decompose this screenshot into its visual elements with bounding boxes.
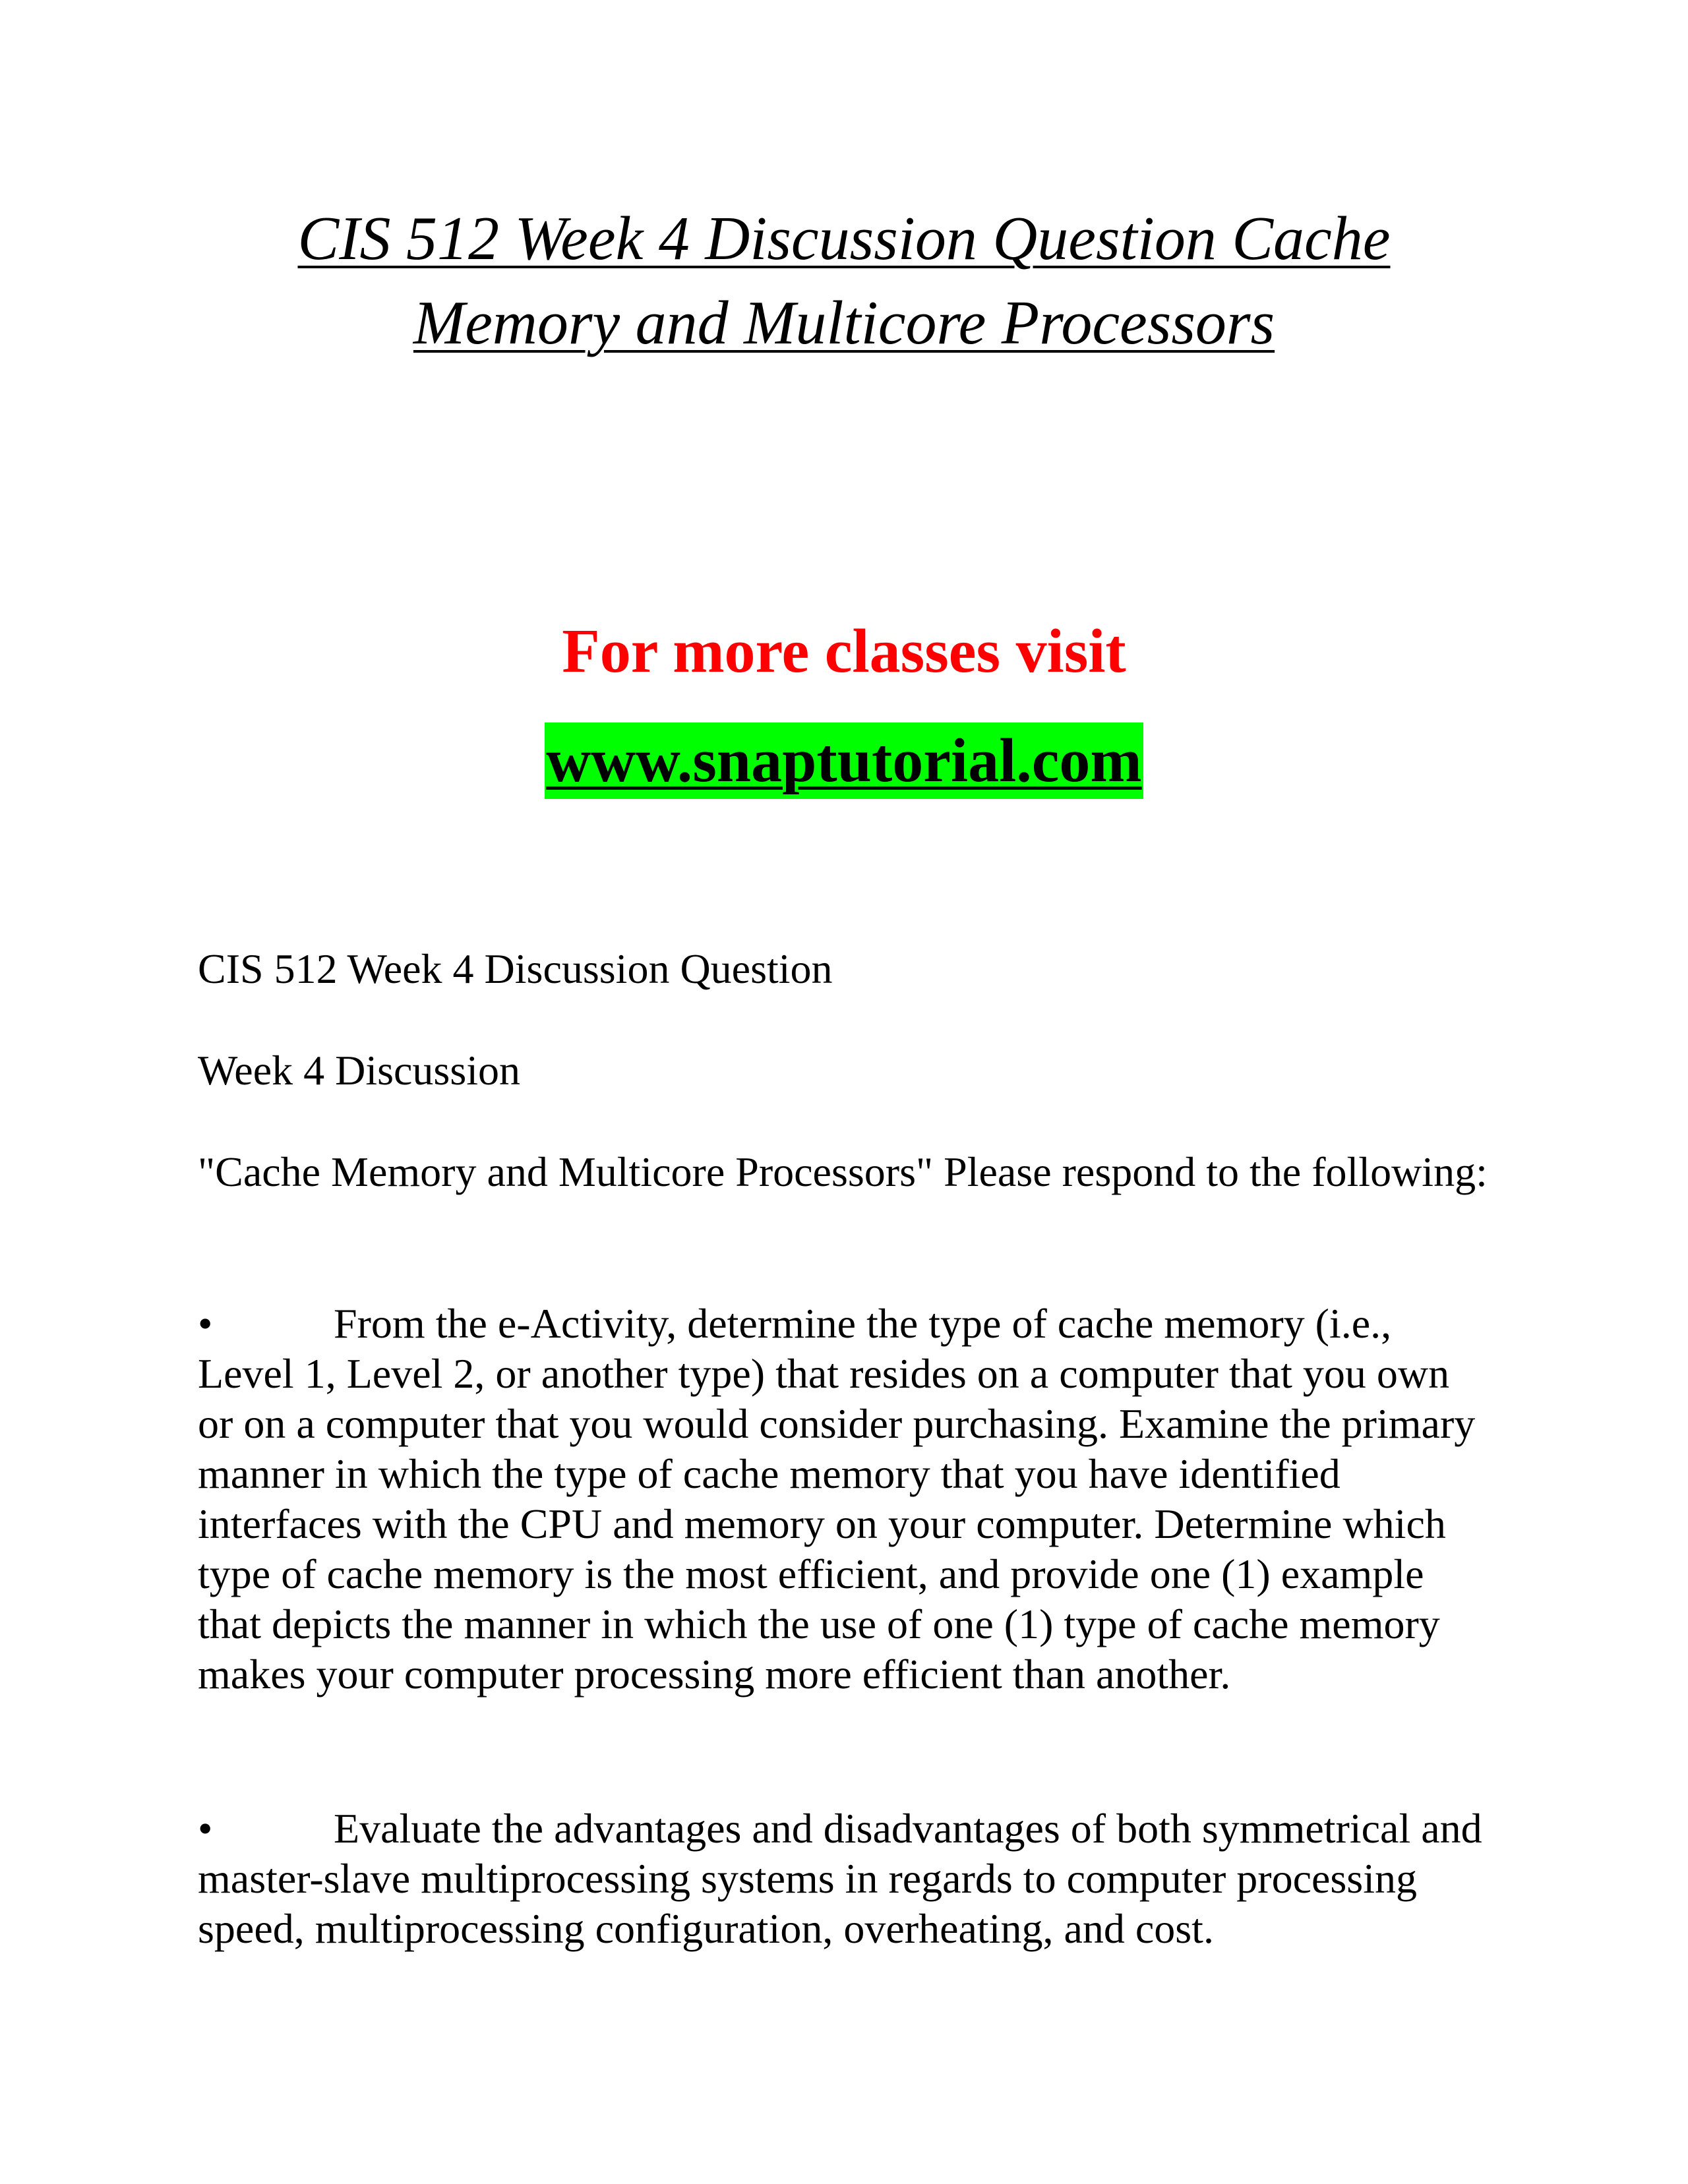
heading-week: Week 4 Discussion (198, 1047, 520, 1094)
heading-course: CIS 512 Week 4 Discussion Question (198, 945, 833, 992)
bullet-marker: • (198, 1300, 213, 1347)
intro-paragraph: "Cache Memory and Multicore Processors" Please respond to the following: (198, 1148, 1488, 1195)
promo-text: For more classes visit (562, 617, 1126, 686)
title-line-1: CIS 512 Week 4 Discussion Question Cache (297, 204, 1391, 273)
bullet-text-2: Evaluate the advantages and disadvantages of both symmetrical and master-slave multiprocessing systems in regards to computer processing speed, multiprocessing configuration, overheating, and cost. (198, 1805, 1482, 1952)
promo-link[interactable]: www.snaptutorial.com (545, 723, 1143, 799)
bullet-marker: • (198, 1805, 213, 1852)
bullet-item-2 (198, 1804, 1490, 1954)
bullet-text-1: From the e-Activity, determine the type of cache memory (i.e., Level 1, Level 2, or another type) that resides on a computer that you own or on a computer that you would consider purchasing. Examine the primary manner in which the type of cache memory that you have identified interfaces with the CPU and memory on your computer. Determine which type of cache memory is the most efficient, and provide one (1) example that depicts the manner in which the use of one (1) type of cache memory makes your computer processing more efficient than another. (198, 1300, 1476, 1697)
document-title (0, 196, 1688, 365)
promo-link-container (0, 723, 1688, 799)
bullet-item-1 (198, 1299, 1490, 1699)
title-line-2: Memory and Multicore Processors (413, 289, 1275, 357)
